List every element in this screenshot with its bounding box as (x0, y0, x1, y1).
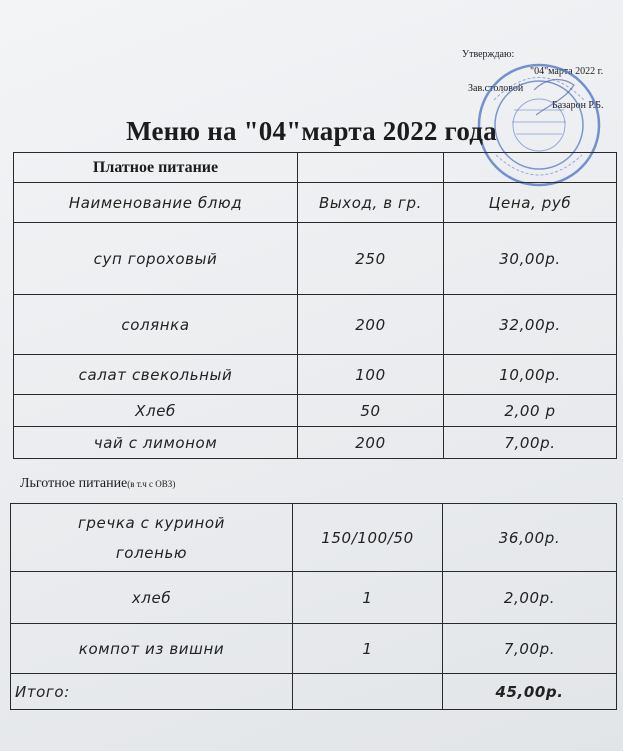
table-row (14, 223, 617, 295)
table-row (14, 153, 617, 183)
approval-signatory: Базарон Р.Б. (552, 100, 604, 111)
dish-name: Хлеб (14, 395, 298, 427)
dish-price: 2,00р. (443, 572, 617, 624)
dish-price: 7,00р. (444, 427, 617, 459)
approval-label: Утверждаю: (462, 49, 515, 60)
dish-name: суп гороховый (14, 223, 298, 295)
total-value: 45,00р. (443, 674, 617, 710)
total-label: Итого: (11, 674, 293, 710)
dish-weight: 200 (298, 295, 444, 355)
dish-weight: 250 (298, 223, 444, 295)
subsidized-section-note: (в т.ч с ОВЗ) (127, 479, 176, 489)
page-title: Меню на "04"марта 2022 года (126, 116, 497, 146)
dish-weight: 50 (298, 395, 444, 427)
dish-price: 36,00р. (443, 504, 617, 572)
dish-price: 7,00р. (443, 624, 617, 674)
table-row (14, 427, 617, 459)
dish-price: 30,00р. (444, 223, 617, 295)
column-header-weight: Выход, в гр. (298, 183, 444, 223)
paid-section-label: Платное питание (14, 153, 298, 183)
column-header-price: Цена, руб (444, 183, 617, 223)
subsidized-section-label: Льготное питание(в т.ч с ОВЗ) (20, 476, 176, 491)
dish-name: компот из вишни (11, 624, 293, 674)
table-row (11, 504, 617, 572)
dish-name: гречка с куриной голенью (11, 504, 293, 572)
subsidized-menu-table (10, 503, 617, 710)
table-row (11, 572, 617, 624)
dish-weight: 100 (298, 355, 444, 395)
table-row (14, 395, 617, 427)
approval-date: "04"марта 2022 г. (530, 66, 604, 77)
table-header-row (14, 183, 617, 223)
dish-weight: 1 (293, 624, 443, 674)
table-row (14, 355, 617, 395)
table-row (11, 624, 617, 674)
dish-weight: 150/100/50 (293, 504, 443, 572)
column-header-name: Наименование блюд (14, 183, 298, 223)
approval-position: Зав.столовой (468, 83, 524, 94)
dish-name: чай с лимоном (14, 427, 298, 459)
dish-name: салат свекольный (14, 355, 298, 395)
total-row (11, 674, 617, 710)
dish-price: 2,00 р (444, 395, 617, 427)
table-row (14, 295, 617, 355)
dish-price: 32,00р. (444, 295, 617, 355)
dish-price: 10,00р. (444, 355, 617, 395)
dish-weight: 1 (293, 572, 443, 624)
dish-name: хлеб (11, 572, 293, 624)
dish-name: солянка (14, 295, 298, 355)
dish-weight: 200 (298, 427, 444, 459)
paid-menu-table (13, 152, 617, 459)
